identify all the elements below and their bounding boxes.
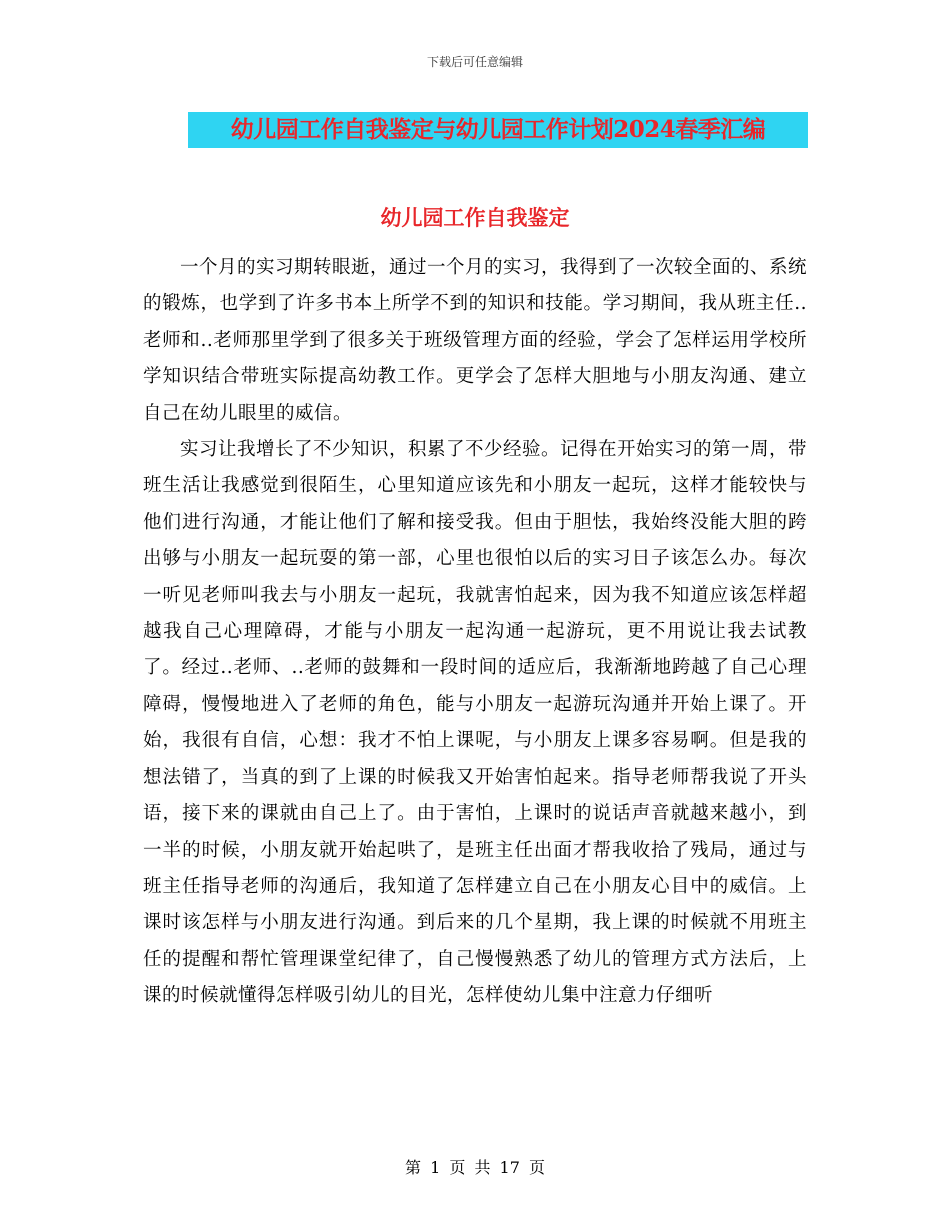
paragraph: 实习让我增长了不少知识，积累了不少经验。记得在开始实习的第一周，带班生活让我感觉到很陌生，心里知道应该先和小朋友一起玩，这样才能较快与他们进行沟通，才能让他们了解和接受我。但由于胆怯，我始终没能大胆的跨出够与小朋友一起玩耍的第一部，心里也很怕以后的实习日子该怎么办。每次一听见老师叫我去与小朋友一起玩，我就害怕起来，因为我不知道应该怎样超越我自己心理障碍，才能与小朋友一起沟通一起游玩，更不用说让我去试教了。经过..老师、..老师的鼓舞和一段时间的适应后，我渐渐地跨越了自己心理障碍，慢慢地进入了老师的角色，能与小朋友一起游玩沟通并开始上课了。开始，我很有自信，心想：我才不怕上课呢，与小朋友上课多容易啊。但是我的想法错了，当真的到了上课的时候我又开始害怕起来。指导老师帮我说了开头语，接下来的课就由自己上了。由于害怕，上课时的说话声音就越来越小，到一半的时候，小朋友就开始起哄了，是班主任出面才帮我收拾了残局，通过与班主任指导老师的沟通后，我知道了怎样建立自己在小朋友心目中的威信。上课时该怎样与小朋友进行沟通。到后来的几个星期，我上课的时候就不用班主任的提醒和帮忙管理课堂纪律了，自己慢慢熟悉了幼儿的管理方式方法后，上课的时候就懂得怎样吸引幼儿的目光，怎样使幼儿集中注意力仔细听	[143, 439, 808, 1007]
paragraph: 一个月的实习期转眼逝，通过一个月的实习，我得到了一次较全面的、系统的锻炼，也学到了许多书本上所学不到的知识和技能。学习期间，我从班主任..老师和..老师那里学到了很多关于班级管理方面的经验，学会了怎样运用学校所学知识结合带班实际提高幼教工作。更学会了怎样大胆地与小朋友沟通、建立自己在幼儿眼里的威信。	[143, 257, 808, 424]
page-number-footer: 第 1 页 共 17 页	[405, 1158, 545, 1177]
section-title: 幼儿园工作自我鉴定	[380, 205, 570, 230]
header-note: 下载后可任意编辑	[426, 55, 523, 69]
document-title: 幼儿园工作自我鉴定与幼儿园工作计划2024春季汇编	[230, 116, 766, 143]
document-title-highlight	[188, 112, 808, 148]
document-body	[143, 250, 807, 1015]
